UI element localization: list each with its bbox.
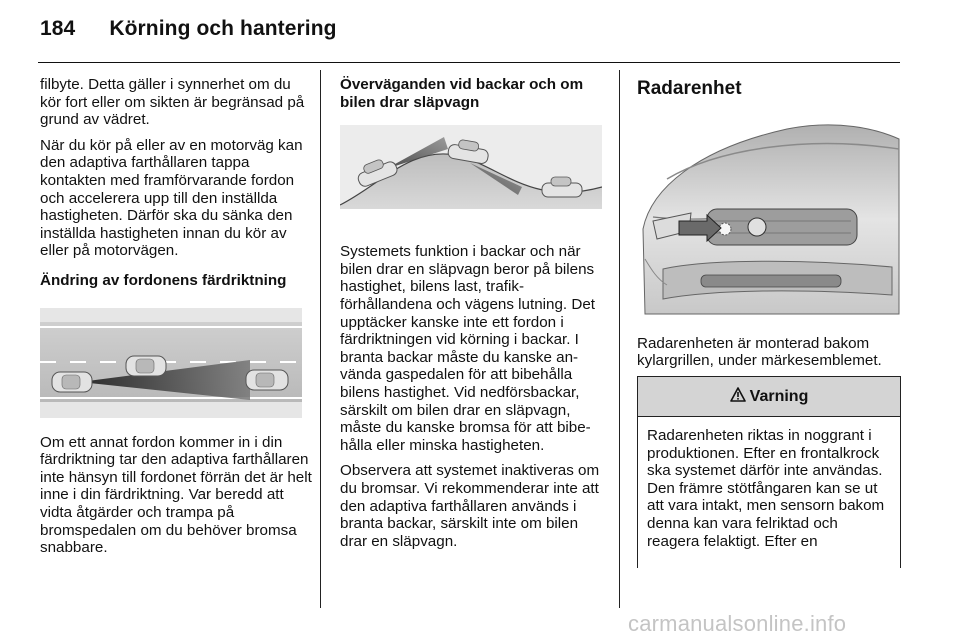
paragraph: När du kör på eller av en motorväg kan den adaptiva farthållaren tappa kontakten med framförvarande fordon och accelerera upp till den inställda hastigheten. Därför ska du sänka den inställda hastigheten innan du kör av eller på motorvägen. (40, 136, 303, 260)
warning-header (638, 377, 900, 417)
warning-triangle-icon (730, 387, 746, 407)
paragraph: Radarenheten är monterad bakom kylargrillen, under märkesemblemet. (637, 334, 882, 370)
paragraph: Observera att systemet inaktiveras om du bromsar. Vi rekommenderar inte att den adaptiva farthållaren används i branta backar, särskilt inte om bilen drar en släpvagn. (340, 462, 600, 550)
section-heading-radar: Radarenhet (637, 78, 742, 99)
page-header (40, 17, 337, 49)
lane-change-illustration (40, 308, 302, 418)
warning-title: Varning (749, 387, 809, 405)
car-ahead (246, 370, 288, 390)
page-number: 184 (40, 17, 76, 40)
paragraph: filbyte. Detta gäller i synnerhet om du kör fort eller om sikten är begränsad på grund av vädret. (40, 76, 305, 129)
column-1 (40, 76, 312, 565)
watermark: carmanualsonline.info (628, 611, 847, 636)
warning-box (637, 376, 901, 568)
column-2 (340, 76, 604, 558)
header-rule (38, 62, 900, 63)
paragraph: Om ett annat fordon kommer in i din färdriktning tar den adaptiva farthållaren inte hänsyn till fordonet förrän det är helt inne i din färdriktning. Var beredd att vidta åtgärder och trampa på bromspedalen om du behöver bromsa snabbare. (40, 433, 312, 557)
chapter-title: Körning och hantering (109, 17, 337, 40)
section-heading-hills-trailer: Överväganden vid backar och om bilen drar släpvagn (340, 76, 584, 111)
column-divider-2 (619, 70, 620, 608)
paragraph: Systemets funktion i backar och när bilen drar en släpvagn beror på bilens hastighet, bilens last, trafikförhållandena och vägens lutning. Det upptäcker kanske inte ett fordon i färdriktningen vid körning i backar. I branta backar måste du kanske använda gaspedalen för att bibehålla bilens hastighet. Vid nedförsbackar, särskilt om bilen drar en släpvagn, måste du kanske bromsa för att bibehålla eller minska hastigheten. (340, 243, 595, 454)
warning-body: Radarenheten riktas in noggrant i produktionen. Efter en frontalkrock ska systemet därför inte användas. Den främre stötfångaren kan se ut att vara intakt, men sensorn bakom denna kan vara felriktad och reagera felaktigt. Efter en (647, 427, 885, 550)
radar-unit-illustration (637, 109, 900, 319)
column-3 (637, 76, 903, 378)
car-own (52, 372, 92, 392)
column-divider-1 (320, 70, 321, 608)
section-heading-direction-change: Ändring av fordonens färdriktning (40, 271, 287, 289)
hill-driving-illustration (340, 125, 602, 209)
car-merging (126, 356, 166, 376)
